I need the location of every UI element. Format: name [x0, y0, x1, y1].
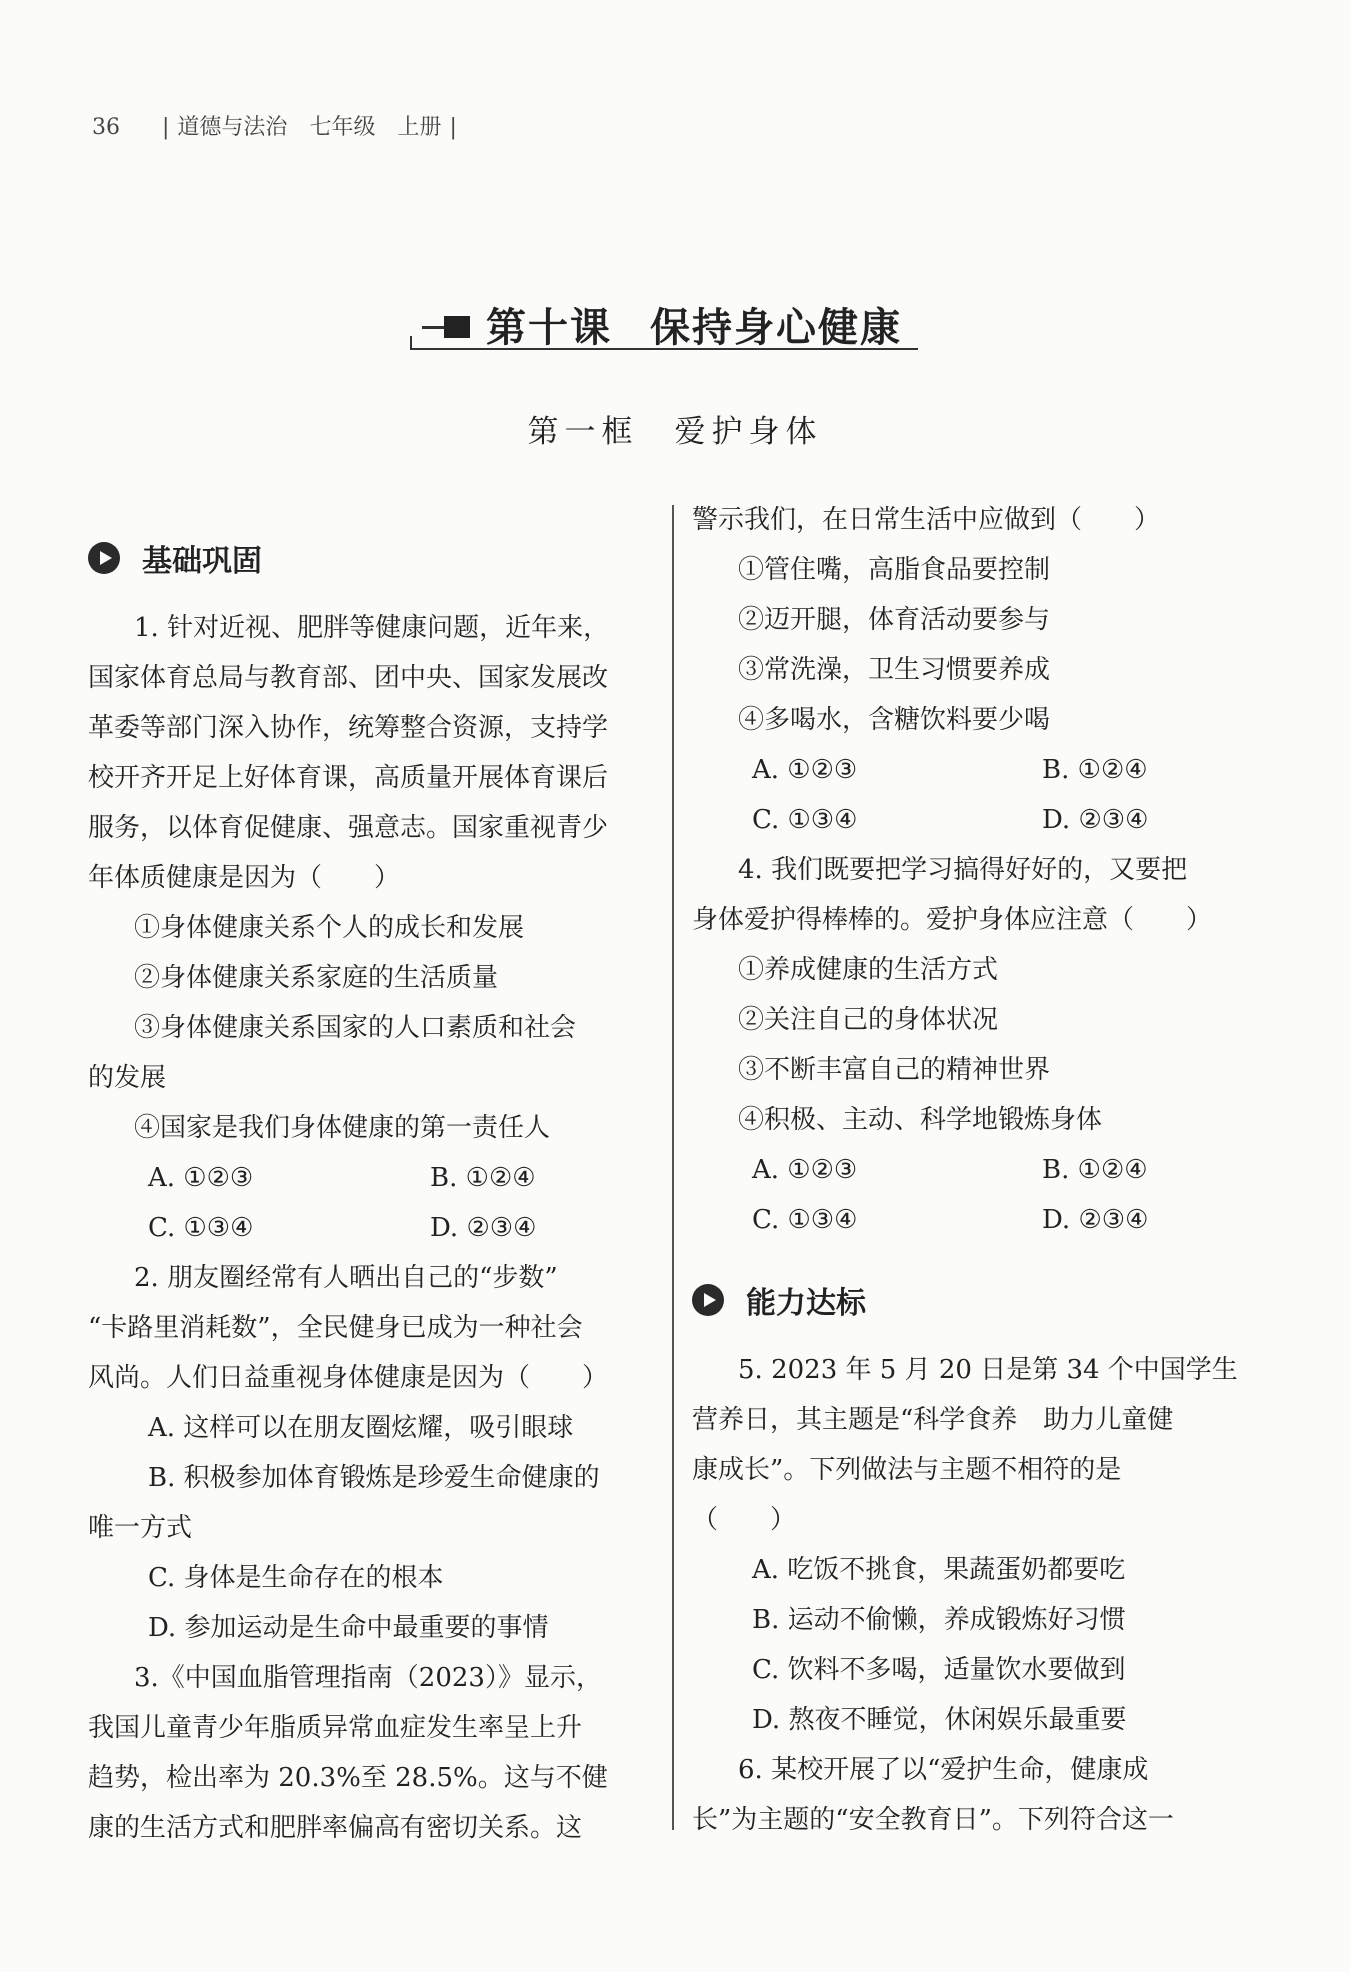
- question-1-line: 服务，以体育促健康、强意志。国家重视青少: [88, 813, 609, 843]
- question-4-statement: ②关注自己的身体状况: [738, 1005, 999, 1035]
- lesson-label: 第十课: [486, 304, 612, 351]
- question-6-line: 6. 某校开展了以“爱护生命，健康成: [738, 1755, 1149, 1785]
- section-heading-ability: 能力达标: [692, 1278, 866, 1322]
- book-title: 道德与法治: [177, 115, 288, 140]
- question-3-statement: ②迈开腿，体育活动要参与: [738, 605, 1051, 635]
- subsection-name: 爱护身体: [674, 414, 823, 450]
- lesson-name: 保持身心健康: [650, 304, 902, 351]
- question-3-statement: ③常洗澡，卫生习惯要养成: [738, 655, 1051, 685]
- question-3-line: 3.《中国血脂管理指南（2023）》显示，: [134, 1663, 602, 1693]
- question-5-option-a: A. 吃饭不挑食，果蔬蛋奶都要吃: [752, 1555, 1126, 1585]
- subsection-label: 第一框: [527, 414, 639, 450]
- title-ornament-line: [422, 326, 444, 329]
- question-2-option-a: A. 这样可以在朋友圈炫耀，吸引眼球: [148, 1413, 574, 1443]
- question-4-option-a: A. ①②③: [752, 1155, 858, 1185]
- question-5-option-d: D. 熬夜不睡觉，休闲娱乐最重要: [752, 1705, 1127, 1735]
- question-1-option-d: D. ②③④: [430, 1213, 537, 1243]
- page-number: 36: [92, 115, 120, 140]
- question-3-statement: ④多喝水，含糖饮料要少喝: [738, 705, 1051, 735]
- question-1-line: 革委等部门深入协作，统筹整合资源，支持学: [88, 713, 609, 743]
- page-header: 36 | 道德与法治 七年级 上册 |: [92, 115, 457, 140]
- question-3-line: 趋势，检出率为 20.3%至 28.5%。这与不健: [88, 1763, 608, 1793]
- question-2-option-b-cont: 唯一方式: [88, 1513, 193, 1543]
- question-6-line: 长”为主题的“安全教育日”。下列符合这一: [692, 1805, 1174, 1835]
- question-5-line: （ ）: [692, 1505, 797, 1535]
- question-3-line: 康的生活方式和肥胖率偏高有密切关系。这: [88, 1813, 583, 1843]
- play-icon: [692, 1284, 724, 1316]
- question-1-option-b: B. ①②④: [430, 1163, 536, 1193]
- section-heading-basic: 基础巩固: [88, 536, 262, 580]
- question-4-line: 4. 我们既要把学习搞得好好的，又要把: [738, 855, 1188, 885]
- question-4-statement: ④积极、主动、科学地锻炼身体: [738, 1105, 1103, 1135]
- question-4-option-d: D. ②③④: [1042, 1205, 1149, 1235]
- question-2-option-c: C. 身体是生命存在的根本: [148, 1563, 444, 1593]
- question-1-statement: ①身体健康关系个人的成长和发展: [134, 913, 525, 943]
- volume: 上册: [397, 115, 442, 140]
- question-2-line: 2. 朋友圈经常有人晒出自己的“步数”: [134, 1263, 558, 1293]
- question-4-statement: ①养成健康的生活方式: [738, 955, 999, 985]
- question-5-option-b: B. 运动不偷懒，养成锻炼好习惯: [752, 1605, 1126, 1635]
- question-2-line: 风尚。人们日益重视身体健康是因为（ ）: [88, 1363, 609, 1393]
- question-1-line: 国家体育总局与教育部、团中央、国家发展改: [88, 663, 609, 693]
- question-2-line: “卡路里消耗数”，全民健身已成为一种社会: [88, 1313, 583, 1343]
- lesson-title: [410, 296, 918, 354]
- question-1-statement: ③身体健康关系国家的人口素质和社会: [134, 1013, 577, 1043]
- question-4-statement: ③不断丰富自己的精神世界: [738, 1055, 1051, 1085]
- grade: 七年级: [309, 115, 376, 140]
- question-3-statement: ①管住嘴，高脂食品要控制: [738, 555, 1051, 585]
- question-4-option-b: B. ①②④: [1042, 1155, 1148, 1185]
- question-5-line: 康成长”。下列做法与主题不相符的是: [692, 1455, 1122, 1485]
- question-3-option-a: A. ①②③: [752, 755, 858, 785]
- question-4-line: 身体爱护得棒棒的。爱护身体应注意（ ）: [692, 905, 1213, 935]
- question-1-statement: 的发展: [88, 1063, 167, 1093]
- subsection-title: [0, 406, 1350, 451]
- question-1-statement: ④国家是我们身体健康的第一责任人: [134, 1113, 551, 1143]
- column-divider: [672, 505, 674, 1830]
- question-2-option-b: B. 积极参加体育锻炼是珍爱生命健康的: [148, 1463, 600, 1493]
- question-5-option-c: C. 饮料不多喝，适量饮水要做到: [752, 1655, 1126, 1685]
- question-3-line: 警示我们，在日常生活中应做到（ ）: [692, 505, 1161, 535]
- question-3-option-d: D. ②③④: [1042, 805, 1149, 835]
- question-1-line: 校开齐开足上好体育课，高质量开展体育课后: [88, 763, 609, 793]
- question-1-option-c: C. ①③④: [148, 1213, 254, 1243]
- question-3-option-c: C. ①③④: [752, 805, 858, 835]
- question-1-line: 年体质健康是因为（ ）: [88, 863, 401, 893]
- question-3-option-b: B. ①②④: [1042, 755, 1148, 785]
- question-1-option-a: A. ①②③: [148, 1163, 254, 1193]
- question-1-line: 1. 针对近视、肥胖等健康问题，近年来，: [134, 613, 610, 643]
- question-2-option-d: D. 参加运动是生命中最重要的事情: [148, 1613, 549, 1643]
- title-ornament-square: [444, 316, 470, 338]
- question-1-statement: ②身体健康关系家庭的生活质量: [134, 963, 499, 993]
- question-5-line: 营养日，其主题是“科学食养 助力儿童健: [692, 1405, 1174, 1435]
- question-4-option-c: C. ①③④: [752, 1205, 858, 1235]
- question-5-line: 5. 2023 年 5 月 20 日是第 34 个中国学生: [738, 1355, 1238, 1385]
- question-3-line: 我国儿童青少年脂质异常血症发生率呈上升: [88, 1713, 583, 1743]
- play-icon: [88, 542, 120, 574]
